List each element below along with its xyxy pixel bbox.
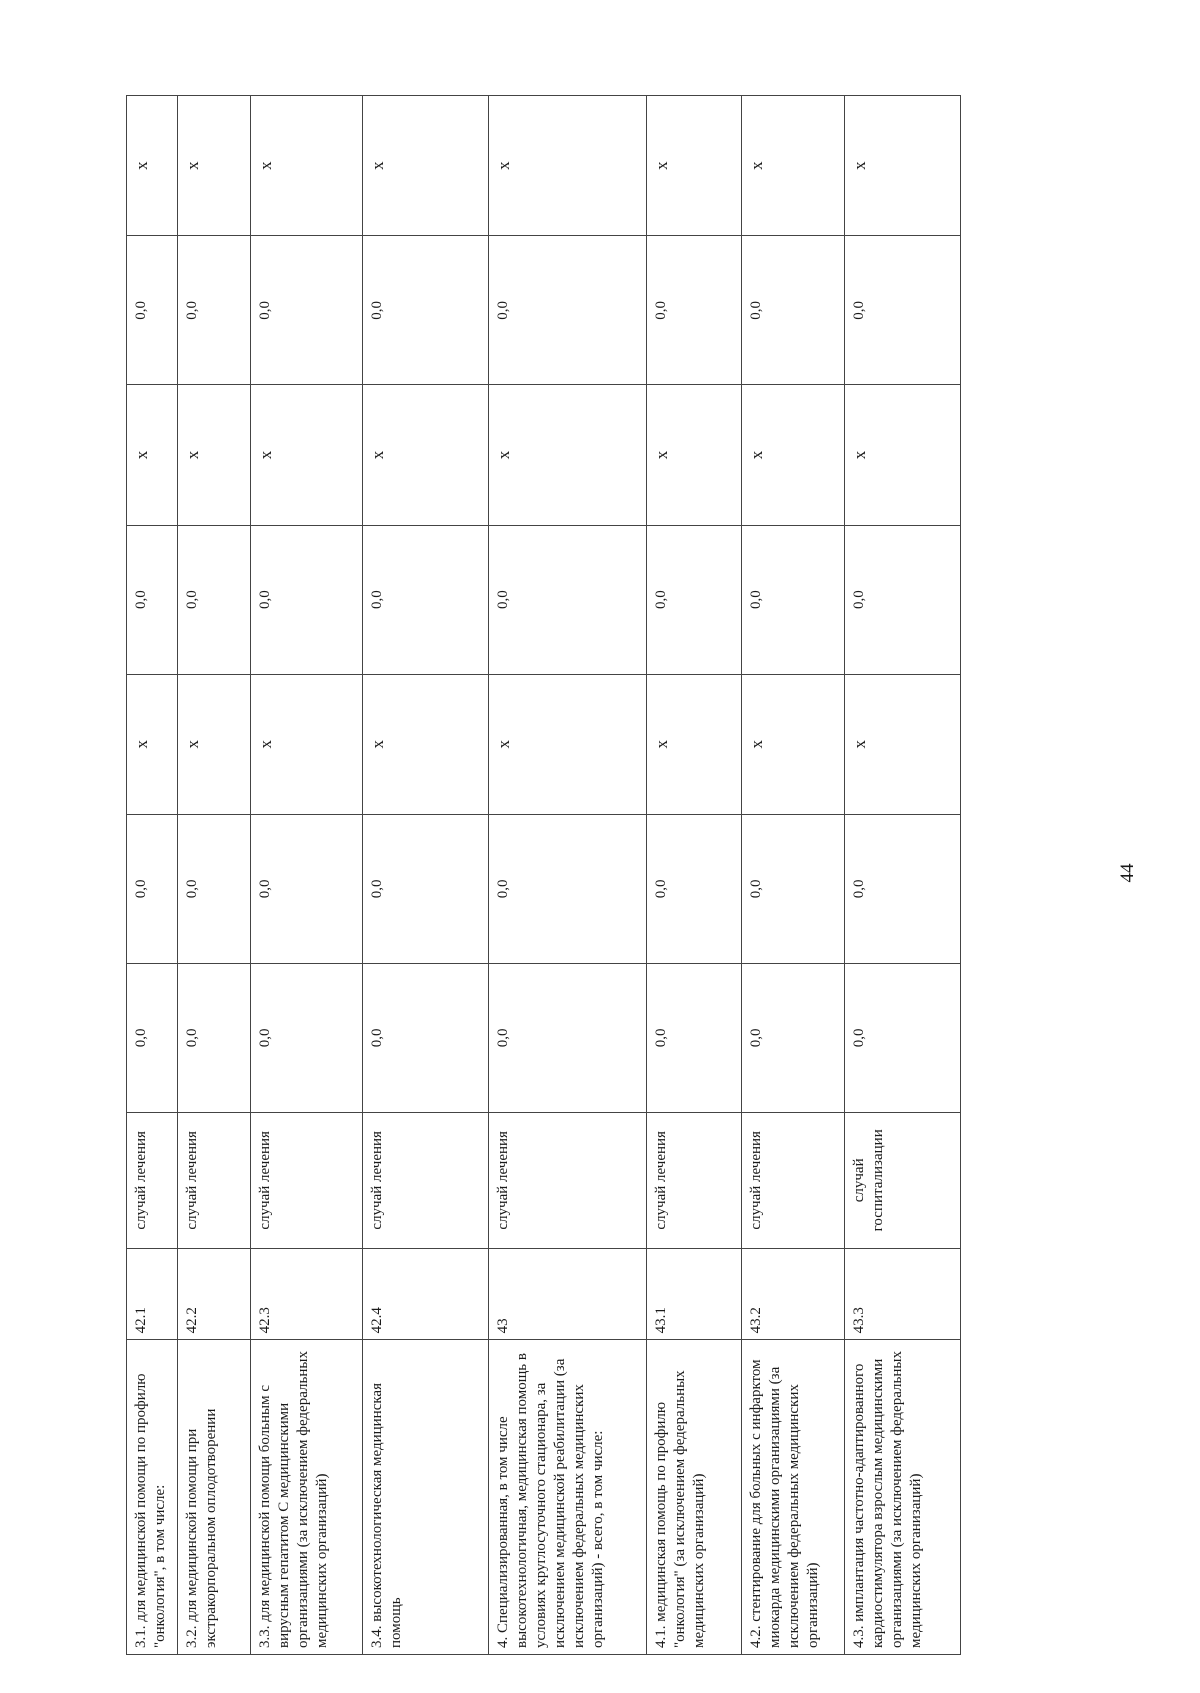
value-cell: 0,0 (251, 963, 363, 1112)
value-cell: 0,0 (251, 525, 363, 674)
value-cell: x (647, 96, 742, 236)
value-cell: x (489, 674, 647, 814)
value-cell: x (251, 385, 363, 525)
value-cell: x (845, 96, 961, 236)
value-cell: x (363, 674, 489, 814)
value-cell: 0,0 (845, 814, 961, 963)
value-cell: x (742, 674, 845, 814)
value-cell: x (178, 96, 251, 236)
value-cell: 0,0 (127, 525, 178, 674)
table-row (127, 96, 178, 1655)
row-number: 42.3 (251, 1248, 363, 1340)
value-cell: x (127, 674, 178, 814)
value-cell: 0,0 (363, 236, 489, 385)
value-cell: 0,0 (363, 525, 489, 674)
value-cell: 0,0 (178, 236, 251, 385)
row-name: 4.2. стентирование для больных с инфарктом миокарда медицинскими организациями (за исключением федеральных медицинских организаций) (742, 1340, 845, 1655)
value-cell: x (647, 674, 742, 814)
table-row (489, 96, 647, 1655)
row-unit: случай лечения (178, 1112, 251, 1248)
row-unit: случай лечения (251, 1112, 363, 1248)
value-cell: 0,0 (178, 963, 251, 1112)
value-cell: x (489, 385, 647, 525)
value-cell: 0,0 (742, 963, 845, 1112)
value-cell: 0,0 (742, 525, 845, 674)
row-unit: случай лечения (489, 1112, 647, 1248)
value-cell: x (742, 96, 845, 236)
value-cell: 0,0 (845, 525, 961, 674)
row-unit: случай лечения (127, 1112, 178, 1248)
row-name: 3.2. для медицинской помощи при экстракорпоральном оплодотворении (178, 1340, 251, 1655)
row-number: 42.4 (363, 1248, 489, 1340)
page-number: 44 (1117, 863, 1138, 883)
value-cell: 0,0 (178, 525, 251, 674)
table-row (251, 96, 363, 1655)
value-cell: x (127, 385, 178, 525)
value-cell: 0,0 (363, 814, 489, 963)
row-unit: случай госпитализации (845, 1112, 961, 1248)
table-row (845, 96, 961, 1655)
table-row (647, 96, 742, 1655)
value-cell: 0,0 (489, 963, 647, 1112)
row-number: 43.2 (742, 1248, 845, 1340)
value-cell: x (845, 385, 961, 525)
value-cell: x (647, 385, 742, 525)
table-row (742, 96, 845, 1655)
row-unit: случай лечения (647, 1112, 742, 1248)
value-cell: 0,0 (845, 236, 961, 385)
row-name: 3.1. для медицинской помощи по профилю "онкология", в том числе: (127, 1340, 178, 1655)
row-name: 4.3. имплантация частотно-адаптированного кардиостимулятора взрослым медицинскими организациями (за исключением федеральных медицинских организаций) (845, 1340, 961, 1655)
value-cell: x (363, 96, 489, 236)
value-cell: 0,0 (363, 963, 489, 1112)
value-cell: x (178, 385, 251, 525)
row-name: 4.1. медицинская помощь по профилю "онкология" (за исключением федеральных медицинских организаций) (647, 1340, 742, 1655)
rotated-table-wrapper (126, 95, 1076, 1655)
row-number: 42.1 (127, 1248, 178, 1340)
data-table (126, 95, 961, 1655)
row-unit: случай лечения (742, 1112, 845, 1248)
value-cell: 0,0 (489, 814, 647, 963)
table-row (178, 96, 251, 1655)
value-cell: x (742, 385, 845, 525)
value-cell: 0,0 (178, 814, 251, 963)
value-cell: x (363, 385, 489, 525)
value-cell: x (845, 674, 961, 814)
value-cell: 0,0 (251, 814, 363, 963)
value-cell: x (251, 674, 363, 814)
value-cell: 0,0 (489, 236, 647, 385)
value-cell: 0,0 (251, 236, 363, 385)
value-cell: x (178, 674, 251, 814)
value-cell: 0,0 (647, 963, 742, 1112)
row-number: 42.2 (178, 1248, 251, 1340)
value-cell: x (489, 96, 647, 236)
value-cell: 0,0 (647, 814, 742, 963)
row-number: 43 (489, 1248, 647, 1340)
row-unit: случай лечения (363, 1112, 489, 1248)
row-name: 3.3. для медицинской помощи больным с вирусным гепатитом С медицинскими организациями (за исключением федеральных медицинских организаций) (251, 1340, 363, 1655)
value-cell: 0,0 (127, 963, 178, 1112)
table-row (363, 96, 489, 1655)
row-number: 43.3 (845, 1248, 961, 1340)
value-cell: 0,0 (127, 236, 178, 385)
row-name: 3.4. высокотехнологическая медицинская помощь (363, 1340, 489, 1655)
value-cell: 0,0 (742, 814, 845, 963)
value-cell: 0,0 (742, 236, 845, 385)
value-cell: 0,0 (647, 236, 742, 385)
value-cell: 0,0 (647, 525, 742, 674)
value-cell: x (251, 96, 363, 236)
value-cell: 0,0 (489, 525, 647, 674)
value-cell: 0,0 (127, 814, 178, 963)
value-cell: 0,0 (845, 963, 961, 1112)
value-cell: x (127, 96, 178, 236)
row-number: 43.1 (647, 1248, 742, 1340)
row-name: 4. Специализированная, в том числе высокотехнологичная, медицинская помощь в условиях круглосуточного стационара, за исключением медицинской реабилитации (за исключением федеральных медицинских организаций) - всего, в том числе: (489, 1340, 647, 1655)
